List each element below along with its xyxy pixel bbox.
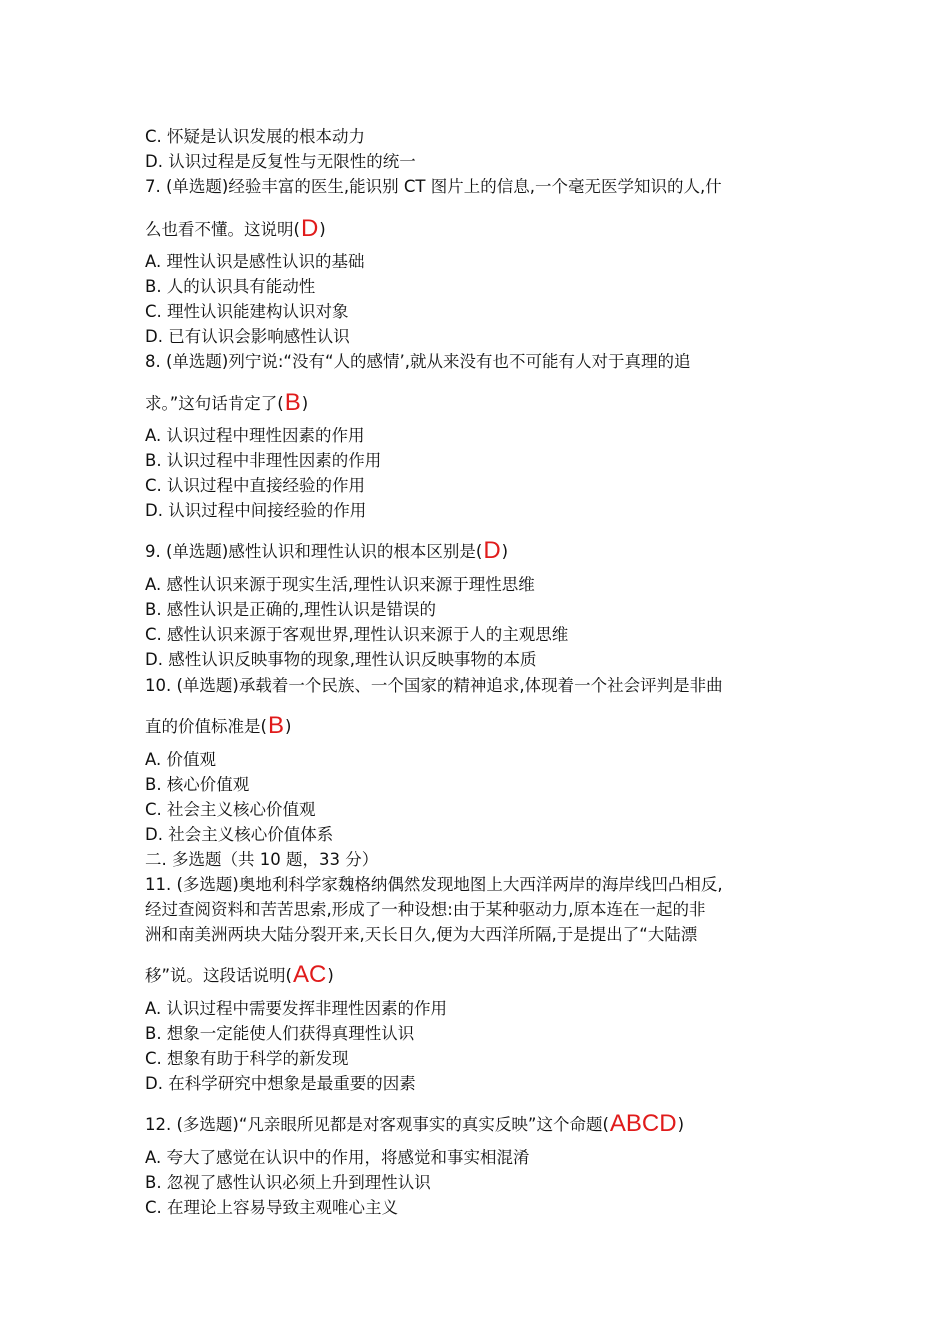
answer-12: ABCD [609, 1110, 677, 1137]
option-7a: A. 理性认识是感性认识的基础 [145, 252, 365, 271]
answer-10: B [267, 712, 284, 739]
option-11a: A. 认识过程中需要发挥非理性因素的作用 [145, 999, 447, 1018]
option-8c: C. 认识过程中直接经验的作用 [145, 476, 366, 495]
option-9c: C. 感性认识来源于客观世界,理性认识来源于人的主观思维 [145, 625, 569, 644]
option-12c: C. 在理论上容易导致主观唯心主义 [145, 1198, 399, 1217]
option-12b: B. 忽视了感性认识必须上升到理性认识 [145, 1173, 431, 1192]
answer-8: B [284, 389, 301, 416]
option-10d: D. 社会主义核心价值体系 [145, 825, 334, 844]
option-6d: D. 认识过程是反复性与无限性的统一 [145, 152, 416, 171]
option-8a: A. 认识过程中理性因素的作用 [145, 426, 365, 445]
answer-11: AC [293, 961, 327, 988]
question-10-line-2 [145, 712, 292, 739]
answer-9: D [483, 537, 501, 564]
question-12-close: ) [677, 1115, 685, 1134]
answer-7: D [300, 215, 319, 242]
question-7-line-2 [145, 215, 326, 242]
option-11d: D. 在科学研究中想象是最重要的因素 [145, 1074, 416, 1093]
option-10c: C. 社会主义核心价值观 [145, 800, 316, 819]
question-9 [145, 537, 509, 564]
question-10-close: ) [284, 717, 292, 736]
question-11-close: ) [327, 966, 334, 985]
question-12 [145, 1110, 685, 1137]
option-9b: B. 感性认识是正确的,理性认识是错误的 [145, 600, 437, 619]
question-10-line-1: 10. (单选题)承载着一个民族、一个国家的精神追求,体现着一个社会评判是非曲 [145, 676, 723, 695]
question-7-line-1: 7. (单选题)经验丰富的医生,能识别 CT 图片上的信息,一个毫无医学知识的人,什 [145, 177, 722, 196]
question-8-line-2 [145, 389, 309, 416]
option-11b: B. 想象一定能使人们获得真理性认识 [145, 1024, 415, 1043]
question-10-text: 直的价值标准是( [145, 717, 267, 736]
option-9d: D. 感性认识反映事物的现象,理性认识反映事物的本质 [145, 650, 537, 669]
question-11-line-1: 11. (多选题)奥地利科学家魏格纳偶然发现地图上大西洋两岸的海岸线凹凸相反, [145, 875, 723, 894]
question-11-line-2: 经过查阅资料和苦苦思索,形成了一种设想:由于某种驱动力,原本连在一起的非 [145, 900, 706, 919]
question-7-text: 么也看不懂。这说明( [145, 220, 300, 239]
option-7d: D. 已有认识会影响感性认识 [145, 327, 350, 346]
option-6c: C. 怀疑是认识发展的根本动力 [145, 127, 366, 146]
option-8b: B. 认识过程中非理性因素的作用 [145, 451, 382, 470]
question-7-close: ) [319, 220, 326, 239]
option-11c: C. 想象有助于科学的新发现 [145, 1049, 349, 1068]
question-11-line-4 [145, 961, 334, 988]
question-8-line-1: 8. (单选题)列宁说:“没有“人的感情’,就从来没有也不可能有人对于真理的追 [145, 352, 691, 371]
section-heading-multiple-choice: 二. 多选题（共 10 题，33 分） [145, 850, 379, 869]
question-12-text: 12. (多选题)“凡亲眼所见都是对客观事实的真实反映”这个命题( [145, 1115, 609, 1134]
option-10b: B. 核心价值观 [145, 775, 250, 794]
question-9-text: 9. (单选题)感性认识和理性认识的根本区别是( [145, 542, 483, 561]
question-11-line-3: 洲和南美洲两块大陆分裂开来,天长日久,便为大西洋所隔,于是提出了“大陆漂 [145, 925, 698, 944]
option-7b: B. 人的认识具有能动性 [145, 277, 316, 296]
question-11-text: 移”说。这段话说明( [145, 966, 292, 985]
option-10a: A. 价值观 [145, 750, 216, 769]
question-9-close: ) [501, 542, 509, 561]
option-12a: A. 夸大了感觉在认识中的作用，将感觉和事实相混淆 [145, 1148, 530, 1167]
option-9a: A. 感性认识来源于现实生活,理性认识来源于理性思维 [145, 575, 535, 594]
question-8-close: ) [301, 394, 309, 413]
question-8-text: 求。”这句话肯定了( [145, 394, 284, 413]
option-7c: C. 理性认识能建构认识对象 [145, 302, 349, 321]
option-8d: D. 认识过程中间接经验的作用 [145, 501, 367, 520]
